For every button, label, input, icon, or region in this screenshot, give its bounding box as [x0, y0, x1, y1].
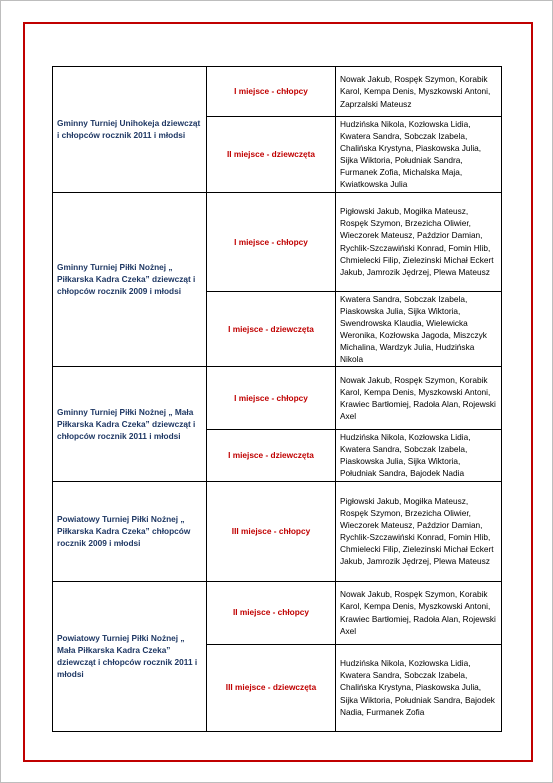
participants-list: Hudzińska Nikola, Kozłowska Lidia, Kwatera Sandra, Sobczak Izabela, Chalińska Krystyna, Piaskowska Julia, Sijka Wiktoria, Południak Sandra, Furmanek Zofia, Michalska Maja, Kwiatkowska Julia [336, 117, 502, 193]
participants-list: Hudzińska Nikola, Kozłowska Lidia, Kwatera Sandra, Sobczak Izabela, Chalińska Krystyna, Piaskowska Julia, Sijka Wiktoria, Południak Sandra, Bajodek Nadia, Furmanek Zofia [336, 644, 502, 731]
place-label: I miejsce - chłopcy [207, 192, 336, 291]
place-label: I miejsce - chłopcy [207, 367, 336, 430]
event-name: Powiatowy Turniej Piłki Nożnej „ Mała Piłkarska Kadra Czeka” dziewcząt i chłopców rocznik 2011 i młodsi [53, 581, 207, 731]
table-row [53, 67, 502, 117]
participants-list: Nowak Jakub, Rospęk Szymon, Korabik Karol, Kempa Denis, Myszkowski Antoni, Krawiec Bartłomiej, Radoła Alan, Rojewski Axel [336, 581, 502, 644]
place-label: III miejsce - dziewczęta [207, 644, 336, 731]
participants-list: Pigłowski Jakub, Mogiłka Mateusz, Rospęk Szymon, Brzezicha Oliwier, Wieczorek Mateusz, Paździor Damian, Rychlik-Szczawiński Konrad, Fomin Hlib, Chmielecki Filip, Zielezinski Michał Eckert Jakub, Jamrozik Jędrzej, Plewa Mateusz [336, 481, 502, 581]
participants-list: Nowak Jakub, Rospęk Szymon, Korabik Karol, Kempa Denis, Myszkowski Antoni, Krawiec Bartłomiej, Radoła Alan, Rojewski Axel [336, 367, 502, 430]
table-row [53, 581, 502, 644]
participants-list: Pigłowski Jakub, Mogiłka Mateusz, Rospęk Szymon, Brzezicha Oliwier, Wieczorek Mateusz, Paździor Damian, Rychlik-Szczawiński Konrad, Fomin Hlib, Chmielecki Filip, Zielezinski Michał Eckert Jakub, Jamrozik Jędrzej, Plewa Mateusz [336, 192, 502, 291]
event-name: Gminny Turniej Piłki Nożnej „ Mała Piłkarska Kadra Czeka” dziewcząt i chłopców rocznik 2011 i młodsi [53, 367, 207, 481]
participants-list: Nowak Jakub, Rospęk Szymon, Korabik Karol, Kempa Denis, Myszkowski Antoni, Zaprzalski Mateusz [336, 67, 502, 117]
place-label: III miejsce - chłopcy [207, 481, 336, 581]
event-name: Gminny Turniej Unihokeja dziewcząt i chłopców rocznik 2011 i młodsi [53, 67, 207, 193]
table-row [53, 192, 502, 291]
results-table [52, 66, 502, 732]
participants-list: Kwatera Sandra, Sobczak Izabela, Piaskowska Julia, Sijka Wiktoria, Swendrowska Klaudia, Wielewicka Weronika, Kozłowska Jagoda, Miszczyk Michalina, Wardzyk Julia, Hudzińska Nikola [336, 291, 502, 367]
table-row [53, 481, 502, 581]
place-label: I miejsce - dziewczęta [207, 291, 336, 367]
place-label: II miejsce - dziewczęta [207, 117, 336, 193]
place-label: I miejsce - dziewczęta [207, 430, 336, 481]
event-name: Powiatowy Turniej Piłki Nożnej „ Piłkarska Kadra Czeka” chłopców rocznik 2009 i młodsi [53, 481, 207, 581]
event-name: Gminny Turniej Piłki Nożnej „ Piłkarska Kadra Czeka” dziewcząt i chłopców rocznik 2009 i młodsi [53, 192, 207, 367]
place-label: II miejsce - chłopcy [207, 581, 336, 644]
participants-list: Hudzińska Nikola, Kozłowska Lidia, Kwatera Sandra, Sobczak Izabela, Piaskowska Julia, Sijka Wiktoria, Południak Sandra, Bajodek Nadia [336, 430, 502, 481]
table-row [53, 367, 502, 430]
place-label: I miejsce - chłopcy [207, 67, 336, 117]
